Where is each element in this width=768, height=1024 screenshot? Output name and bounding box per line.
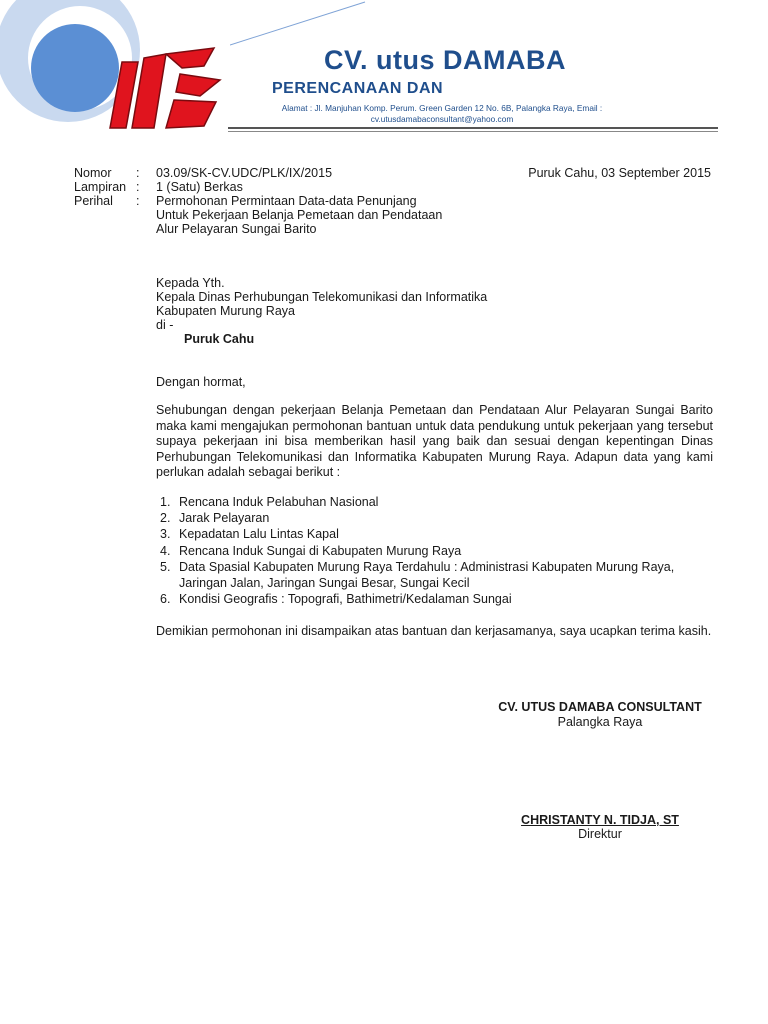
list-item <box>156 510 716 526</box>
perihal-line: Untuk Pekerjaan Belanja Pemetaan dan Pendataan <box>156 208 443 222</box>
signature-title: Direktur <box>578 827 622 841</box>
lampiran-value: 1 (Satu) Berkas <box>156 180 243 194</box>
meta-perihal <box>74 194 714 208</box>
list-number: 3. <box>160 527 171 542</box>
recipient-city: Puruk Cahu <box>184 332 255 346</box>
closing-text: Demikian permohonan ini disampaikan atas bantuan dan kerjasamanya, saya ucapkan terima kasih. <box>156 624 712 638</box>
list-item <box>156 494 716 510</box>
list-item <box>156 543 716 559</box>
list-text: Jarak Pelayaran <box>179 511 270 526</box>
perihal-line: Alur Pelayaran Sungai Barito <box>156 222 317 236</box>
address-line: Alamat : Jl. Manjuhan Komp. Perum. Green Garden 12 No. 6B, Palangka Raya, Email : <box>281 103 603 113</box>
recipient-line: Kepada Yth. <box>156 276 225 290</box>
letter-date: Puruk Cahu, 03 September 2015 <box>528 166 711 180</box>
recipient-line: Kepala Dinas Perhubungan Telekomunikasi dan Informatika <box>156 290 488 304</box>
perihal-label: Perihal <box>74 194 113 208</box>
email-line: cv.utusdamabaconsultant@yahoo.com <box>370 114 514 124</box>
data-list <box>156 494 716 607</box>
meta-lampiran <box>74 180 714 194</box>
signature-city: Palangka Raya <box>557 715 643 729</box>
signature-company: CV. UTUS DAMABA CONSULTANT <box>498 700 702 714</box>
perihal-line: Permohonan Permintaan Data-data Penunjang <box>156 194 417 208</box>
closing-paragraph <box>156 624 713 640</box>
header-rule <box>228 127 718 129</box>
lampiran-label: Lampiran <box>74 180 127 194</box>
list-item <box>156 526 716 542</box>
greeting: Dengan hormat, <box>156 375 246 389</box>
list-text: Kepadatan Lalu Lintas Kapal <box>179 527 339 542</box>
separator: : <box>136 180 140 194</box>
company-name: CV. utus DAMABA <box>323 45 566 75</box>
list-number: 6. <box>160 592 171 607</box>
company-subtitle: PERENCANAAN DAN <box>272 80 444 97</box>
decorative-line <box>230 0 370 50</box>
list-text: Rencana Induk Sungai di Kabupaten Murung Raya <box>179 543 462 558</box>
nomor-value: 03.09/SK-CV.UDC/PLK/IX/2015 <box>156 166 333 180</box>
header-rule-thin <box>228 131 718 132</box>
list-number: 1. <box>160 495 171 509</box>
recipient-line: di - <box>156 318 174 332</box>
separator: : <box>136 166 140 180</box>
list-item <box>156 559 716 591</box>
recipient-line: Kabupaten Murung Raya <box>156 304 295 318</box>
body-paragraph <box>156 403 713 481</box>
signature-name: CHRISTANTY N. TIDJA, ST <box>521 813 679 827</box>
list-item <box>156 591 716 607</box>
paragraph-text: Sehubungan dengan pekerjaan Belanja Pemetaan dan Pendataan Alur Pelayaran Sungai Barito maka kami mengajukan permohonan bantuan untuk data pendukung untuk pekerjaan yang tersebut supaya pekerjaan ini bisa memberikan hasil yang baik dan sesuai dengan kepentingan Dinas Perhubungan Telekomunikasi dan Informatika Kabupaten Murung Raya. Adapun data yang kami perlukan adalah sebagai berikut : <box>156 403 713 479</box>
list-text: Kondisi Geografis : Topografi, Bathimetri/Kedalaman Sungai <box>179 592 512 607</box>
list-number: 4. <box>160 543 171 558</box>
list-number: 2. <box>160 511 171 526</box>
list-text: Rencana Induk Pelabuhan Nasional <box>179 495 379 509</box>
separator: : <box>136 194 140 208</box>
company-logo <box>104 44 229 132</box>
list-number: 5. <box>160 559 171 574</box>
list-text: Data Spasial Kabupaten Murung Raya Terdahulu : Administrasi Kabupaten Murung Raya, Jaringan Jalan, Jaringan Sungai Besar, Sungai Kecil <box>179 559 675 591</box>
company-address <box>232 103 652 125</box>
nomor-label: Nomor <box>74 166 112 180</box>
